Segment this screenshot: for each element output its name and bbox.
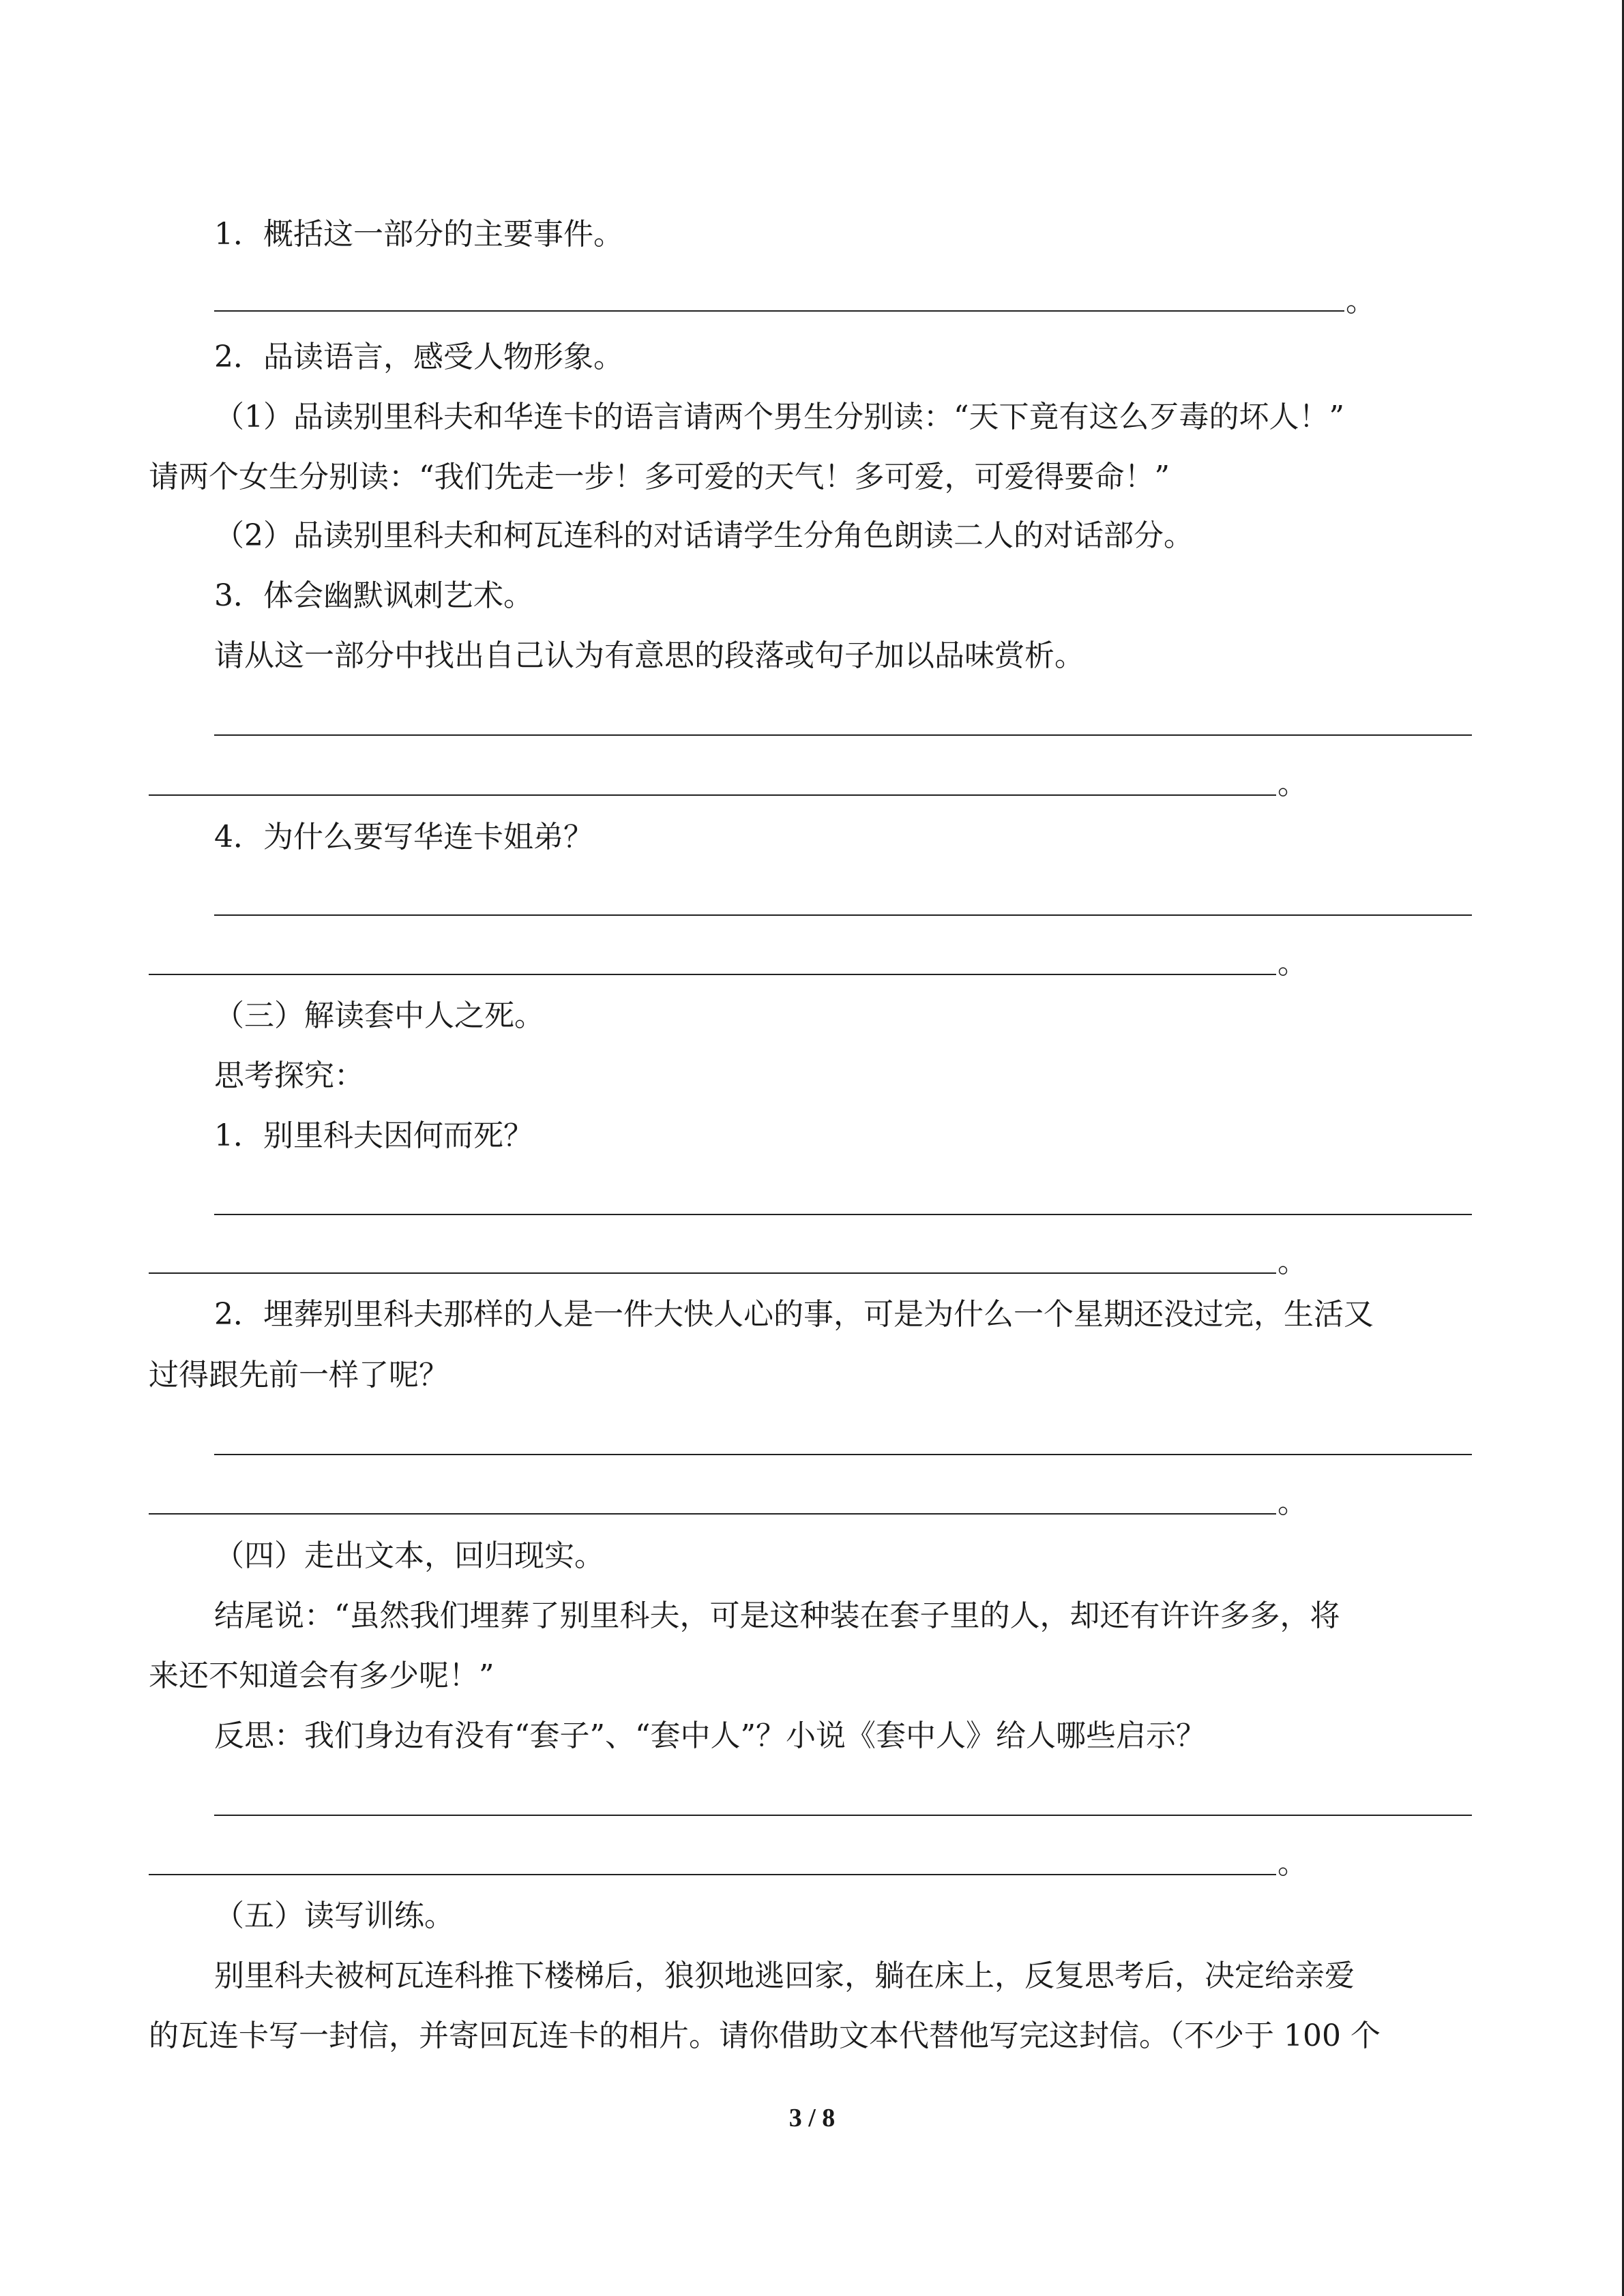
answer-line — [214, 1454, 1472, 1455]
section-5-heading: （五）读写训练。 — [214, 1898, 454, 1933]
answer-line — [214, 1214, 1472, 1215]
question-2-1-line-1: （1）品读别里科夫和华连卡的语言请两个男生分别读：“天下竟有这么歹毒的坏人！” — [214, 400, 1344, 434]
answer-line — [214, 914, 1472, 916]
end-period: 。 — [1346, 284, 1376, 318]
section-4-heading: （四）走出文本，回归现实。 — [214, 1538, 604, 1573]
answer-line — [214, 734, 1472, 736]
end-period: 。 — [1278, 1485, 1308, 1520]
answer-line — [214, 1815, 1472, 1816]
answer-line — [149, 1874, 1276, 1875]
end-period: 。 — [1278, 766, 1308, 801]
question-2-2: （2）品读别里科夫和柯瓦连科的对话请学生分角色朗读二人的对话部分。 — [214, 518, 1194, 553]
answer-line — [149, 1272, 1276, 1274]
section-3-question-1: 1．别里科夫因何而死？ — [214, 1118, 533, 1153]
section-3-question-2-line-2: 过得跟先前一样了呢？ — [149, 1358, 449, 1392]
ending-quote-line-2: 来还不知道会有多少呢！” — [149, 1658, 494, 1693]
page-number: 3 / 8 — [788, 2104, 836, 2132]
answer-line — [149, 794, 1276, 796]
question-2-1-line-2: 请两个女生分别读：“我们先走一步！多可爱的天气！多可爱，可爱得要命！” — [149, 460, 1170, 494]
section-3-heading: （三）解读套中人之死。 — [214, 998, 544, 1033]
writing-task-line-2: 的瓦连卡写一封信，并寄回瓦连卡的相片。请你借助文本代替他写完这封信。（不少于 100 个 — [149, 2018, 1381, 2053]
think-label: 思考探究： — [214, 1058, 364, 1093]
reflection-prompt: 反思：我们身边有没有“套子”、“套中人”？小说《套中人》给人哪些启示？ — [214, 1718, 1206, 1753]
section-3-question-2-line-1: 2．埋葬别里科夫那样的人是一件大快人心的事，可是为什么一个星期还没过完，生活又 — [214, 1297, 1374, 1332]
question-1: 1．概括这一部分的主要事件。 — [214, 217, 623, 252]
question-4: 4．为什么要写华连卡姐弟？ — [214, 820, 593, 854]
end-period: 。 — [1278, 1846, 1308, 1881]
end-period: 。 — [1278, 946, 1308, 981]
ending-quote-line-1: 结尾说：“虽然我们埋葬了别里科夫，可是这种装在套子里的人，却还有许许多多，将 — [214, 1598, 1340, 1633]
end-period: 。 — [1278, 1244, 1308, 1279]
question-3-prompt: 请从这一部分中找出自己认为有意思的段落或句子加以品味赏析。 — [214, 638, 1084, 673]
answer-line — [149, 974, 1276, 975]
question-3: 3．体会幽默讽刺艺术。 — [214, 578, 533, 613]
answer-line — [214, 310, 1344, 312]
writing-task-line-1: 别里科夫被柯瓦连科推下楼梯后，狼狈地逃回家，躺在床上，反复思考后，决定给亲爱 — [214, 1958, 1355, 1993]
question-2: 2．品读语言，感受人物形象。 — [214, 340, 623, 374]
answer-line — [149, 1513, 1276, 1515]
